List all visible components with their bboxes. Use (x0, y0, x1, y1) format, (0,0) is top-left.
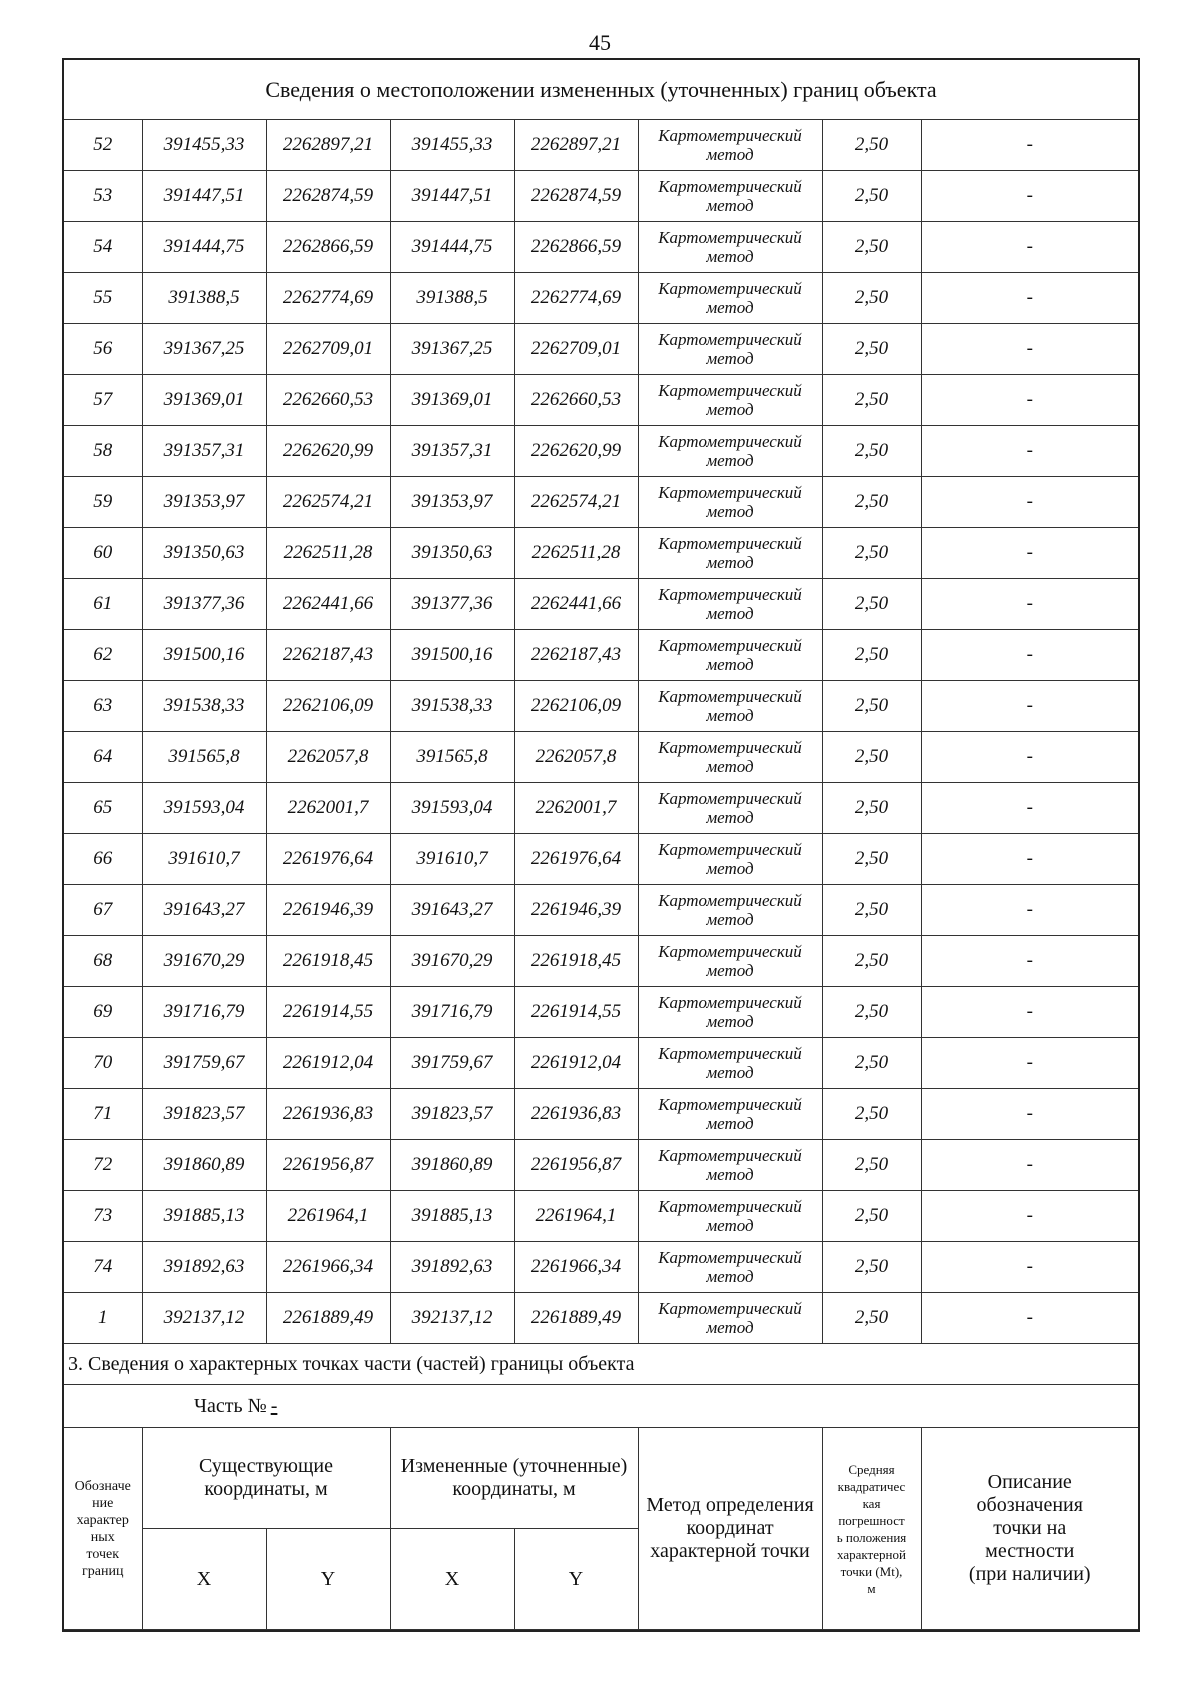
method-cell: Картометрический метод (638, 1293, 822, 1344)
accuracy-cell: 2,50 (822, 1191, 921, 1242)
accuracy-cell: 2,50 (822, 1293, 921, 1344)
point-number-cell: 52 (64, 120, 142, 171)
changed-y-cell: 2262774,69 (514, 273, 638, 324)
existing-x-cell: 391538,33 (142, 681, 266, 732)
changed-y-cell: 2262660,53 (514, 375, 638, 426)
method-cell: Картометрический метод (638, 120, 822, 171)
description-cell: - (921, 885, 1138, 936)
changed-x-cell: 391357,31 (390, 426, 514, 477)
existing-x-cell: 391593,04 (142, 783, 266, 834)
changed-x-cell: 392137,12 (390, 1293, 514, 1344)
header-description: Описание обозначения точки на местности (при наличии) (921, 1428, 1138, 1630)
existing-y-cell: 2262620,99 (266, 426, 390, 477)
accuracy-cell: 2,50 (822, 885, 921, 936)
boundary-table (64, 60, 1138, 1630)
changed-y-cell: 2261889,49 (514, 1293, 638, 1344)
description-cell: - (921, 732, 1138, 783)
method-cell: Картометрический метод (638, 477, 822, 528)
part-label: Часть № (194, 1394, 267, 1417)
existing-x-cell: 391447,51 (142, 171, 266, 222)
method-cell: Картометрический метод (638, 732, 822, 783)
point-number-cell: 71 (64, 1089, 142, 1140)
changed-y-cell: 2262511,28 (514, 528, 638, 579)
changed-x-cell: 391369,01 (390, 375, 514, 426)
existing-y-cell: 2261914,55 (266, 987, 390, 1038)
table-row (64, 528, 1138, 579)
method-cell: Картометрический метод (638, 681, 822, 732)
accuracy-cell: 2,50 (822, 783, 921, 834)
existing-y-cell: 2261956,87 (266, 1140, 390, 1191)
description-cell: - (921, 171, 1138, 222)
table-row (64, 630, 1138, 681)
table-row (64, 783, 1138, 834)
boundary-document (62, 58, 1140, 1632)
existing-y-cell: 2262511,28 (266, 528, 390, 579)
existing-x-cell: 391369,01 (142, 375, 266, 426)
method-cell: Картометрический метод (638, 1140, 822, 1191)
existing-y-cell: 2262660,53 (266, 375, 390, 426)
point-number-cell: 67 (64, 885, 142, 936)
table-row (64, 681, 1138, 732)
accuracy-cell: 2,50 (822, 426, 921, 477)
existing-x-cell: 391444,75 (142, 222, 266, 273)
existing-x-cell: 391823,57 (142, 1089, 266, 1140)
changed-y-cell: 2262620,99 (514, 426, 638, 477)
existing-x-cell: 392137,12 (142, 1293, 266, 1344)
changed-x-cell: 391565,8 (390, 732, 514, 783)
method-cell: Картометрический метод (638, 579, 822, 630)
changed-y-cell: 2261946,39 (514, 885, 638, 936)
changed-x-cell: 391350,63 (390, 528, 514, 579)
description-cell: - (921, 273, 1138, 324)
point-number-cell: 57 (64, 375, 142, 426)
description-cell: - (921, 987, 1138, 1038)
table-row (64, 222, 1138, 273)
changed-x-cell: 391455,33 (390, 120, 514, 171)
changed-x-cell: 391670,29 (390, 936, 514, 987)
table-row (64, 171, 1138, 222)
header-changed-y: Y (514, 1529, 638, 1630)
changed-x-cell: 391643,27 (390, 885, 514, 936)
changed-x-cell: 391823,57 (390, 1089, 514, 1140)
existing-y-cell: 2262874,59 (266, 171, 390, 222)
existing-x-cell: 391565,8 (142, 732, 266, 783)
header-method: Метод определения координат характерной точки (638, 1428, 822, 1630)
existing-y-cell: 2261946,39 (266, 885, 390, 936)
existing-y-cell: 2261912,04 (266, 1038, 390, 1089)
header-point-designation: Обозначе ние характер ных точек границ (64, 1428, 142, 1630)
existing-x-cell: 391759,67 (142, 1038, 266, 1089)
existing-x-cell: 391670,29 (142, 936, 266, 987)
method-cell: Картометрический метод (638, 834, 822, 885)
changed-y-cell: 2262441,66 (514, 579, 638, 630)
method-cell: Картометрический метод (638, 426, 822, 477)
point-number-cell: 72 (64, 1140, 142, 1191)
table-row (64, 273, 1138, 324)
accuracy-cell: 2,50 (822, 528, 921, 579)
description-cell: - (921, 1038, 1138, 1089)
existing-y-cell: 2262187,43 (266, 630, 390, 681)
part-number-row (64, 1385, 1138, 1428)
header-existing-coords: Существующие координаты, м (142, 1428, 390, 1529)
changed-x-cell: 391500,16 (390, 630, 514, 681)
changed-x-cell: 391593,04 (390, 783, 514, 834)
existing-y-cell: 2262709,01 (266, 324, 390, 375)
changed-x-cell: 391388,5 (390, 273, 514, 324)
accuracy-cell: 2,50 (822, 324, 921, 375)
accuracy-cell: 2,50 (822, 579, 921, 630)
accuracy-cell: 2,50 (822, 273, 921, 324)
point-number-cell: 74 (64, 1242, 142, 1293)
changed-y-cell: 2262106,09 (514, 681, 638, 732)
table-row (64, 1191, 1138, 1242)
changed-x-cell: 391353,97 (390, 477, 514, 528)
changed-y-cell: 2261976,64 (514, 834, 638, 885)
description-cell: - (921, 426, 1138, 477)
accuracy-cell: 2,50 (822, 1242, 921, 1293)
description-cell: - (921, 1140, 1138, 1191)
changed-x-cell: 391610,7 (390, 834, 514, 885)
changed-y-cell: 2261964,1 (514, 1191, 638, 1242)
method-cell: Картометрический метод (638, 273, 822, 324)
point-number-cell: 56 (64, 324, 142, 375)
accuracy-cell: 2,50 (822, 732, 921, 783)
existing-y-cell: 2262441,66 (266, 579, 390, 630)
changed-x-cell: 391892,63 (390, 1242, 514, 1293)
point-number-cell: 61 (64, 579, 142, 630)
existing-x-cell: 391455,33 (142, 120, 266, 171)
accuracy-cell: 2,50 (822, 222, 921, 273)
existing-x-cell: 391350,63 (142, 528, 266, 579)
method-cell: Картометрический метод (638, 1038, 822, 1089)
description-cell: - (921, 1191, 1138, 1242)
method-cell: Картометрический метод (638, 324, 822, 375)
method-cell: Картометрический метод (638, 1191, 822, 1242)
point-number-cell: 54 (64, 222, 142, 273)
existing-x-cell: 391500,16 (142, 630, 266, 681)
changed-x-cell: 391538,33 (390, 681, 514, 732)
changed-x-cell: 391447,51 (390, 171, 514, 222)
section-3-title: 3. Сведения о характерных точках части (частей) границы объекта (64, 1344, 1138, 1385)
changed-y-cell: 2261912,04 (514, 1038, 638, 1089)
accuracy-cell: 2,50 (822, 1089, 921, 1140)
description-cell: - (921, 1293, 1138, 1344)
accuracy-cell: 2,50 (822, 477, 921, 528)
accuracy-cell: 2,50 (822, 1038, 921, 1089)
existing-y-cell: 2261966,34 (266, 1242, 390, 1293)
method-cell: Картометрический метод (638, 1089, 822, 1140)
changed-x-cell: 391377,36 (390, 579, 514, 630)
accuracy-cell: 2,50 (822, 681, 921, 732)
method-cell: Картометрический метод (638, 885, 822, 936)
table-row (64, 1038, 1138, 1089)
changed-y-cell: 2261936,83 (514, 1089, 638, 1140)
table-row (64, 936, 1138, 987)
header-existing-x: X (142, 1529, 266, 1630)
header-changed-coords: Измененные (уточненные) координаты, м (390, 1428, 638, 1529)
existing-x-cell: 391388,5 (142, 273, 266, 324)
description-cell: - (921, 222, 1138, 273)
method-cell: Картометрический метод (638, 987, 822, 1038)
table-row (64, 1089, 1138, 1140)
method-cell: Картометрический метод (638, 528, 822, 579)
existing-y-cell: 2262897,21 (266, 120, 390, 171)
changed-y-cell: 2261966,34 (514, 1242, 638, 1293)
table-row (64, 324, 1138, 375)
point-number-cell: 73 (64, 1191, 142, 1242)
existing-y-cell: 2262106,09 (266, 681, 390, 732)
changed-y-cell: 2262187,43 (514, 630, 638, 681)
description-cell: - (921, 834, 1138, 885)
point-number-cell: 59 (64, 477, 142, 528)
point-number-cell: 53 (64, 171, 142, 222)
existing-x-cell: 391367,25 (142, 324, 266, 375)
description-cell: - (921, 630, 1138, 681)
changed-x-cell: 391759,67 (390, 1038, 514, 1089)
description-cell: - (921, 324, 1138, 375)
table-row (64, 834, 1138, 885)
existing-x-cell: 391716,79 (142, 987, 266, 1038)
accuracy-cell: 2,50 (822, 171, 921, 222)
table-title: Сведения о местоположении измененных (уточненных) границ объекта (64, 60, 1138, 120)
header-existing-y: Y (266, 1529, 390, 1630)
existing-x-cell: 391860,89 (142, 1140, 266, 1191)
header-accuracy: Средняя квадратичес кая погрешност ь положения характерной точки (Mt), м (822, 1428, 921, 1630)
accuracy-cell: 2,50 (822, 1140, 921, 1191)
changed-y-cell: 2262874,59 (514, 171, 638, 222)
existing-x-cell: 391377,36 (142, 579, 266, 630)
changed-y-cell: 2262574,21 (514, 477, 638, 528)
existing-y-cell: 2261964,1 (266, 1191, 390, 1242)
table-row (64, 1140, 1138, 1191)
existing-x-cell: 391885,13 (142, 1191, 266, 1242)
existing-y-cell: 2262001,7 (266, 783, 390, 834)
page-number: 45 (589, 30, 611, 55)
existing-y-cell: 2261976,64 (266, 834, 390, 885)
changed-y-cell: 2262057,8 (514, 732, 638, 783)
changed-x-cell: 391716,79 (390, 987, 514, 1038)
table-row (64, 732, 1138, 783)
method-cell: Картометрический метод (638, 936, 822, 987)
point-number-cell: 62 (64, 630, 142, 681)
existing-x-cell: 391610,7 (142, 834, 266, 885)
description-cell: - (921, 120, 1138, 171)
table-row (64, 987, 1138, 1038)
point-number-cell: 64 (64, 732, 142, 783)
point-number-cell: 63 (64, 681, 142, 732)
changed-x-cell: 391444,75 (390, 222, 514, 273)
accuracy-cell: 2,50 (822, 936, 921, 987)
point-number-cell: 66 (64, 834, 142, 885)
accuracy-cell: 2,50 (822, 120, 921, 171)
description-cell: - (921, 579, 1138, 630)
description-cell: - (921, 477, 1138, 528)
method-cell: Картометрический метод (638, 375, 822, 426)
existing-y-cell: 2261936,83 (266, 1089, 390, 1140)
method-cell: Картометрический метод (638, 630, 822, 681)
existing-x-cell: 391353,97 (142, 477, 266, 528)
point-number-cell: 1 (64, 1293, 142, 1344)
changed-y-cell: 2261914,55 (514, 987, 638, 1038)
point-number-cell: 68 (64, 936, 142, 987)
changed-y-cell: 2262001,7 (514, 783, 638, 834)
point-number-cell: 55 (64, 273, 142, 324)
table-row (64, 120, 1138, 171)
existing-y-cell: 2262774,69 (266, 273, 390, 324)
description-cell: - (921, 783, 1138, 834)
accuracy-cell: 2,50 (822, 630, 921, 681)
point-number-cell: 65 (64, 783, 142, 834)
existing-y-cell: 2261918,45 (266, 936, 390, 987)
changed-y-cell: 2261956,87 (514, 1140, 638, 1191)
existing-x-cell: 391357,31 (142, 426, 266, 477)
existing-y-cell: 2262574,21 (266, 477, 390, 528)
table-row (64, 477, 1138, 528)
method-cell: Картометрический метод (638, 171, 822, 222)
point-number-cell: 69 (64, 987, 142, 1038)
changed-y-cell: 2262866,59 (514, 222, 638, 273)
description-cell: - (921, 375, 1138, 426)
accuracy-cell: 2,50 (822, 375, 921, 426)
method-cell: Картометрический метод (638, 783, 822, 834)
changed-x-cell: 391367,25 (390, 324, 514, 375)
description-cell: - (921, 1089, 1138, 1140)
existing-y-cell: 2261889,49 (266, 1293, 390, 1344)
table-row (64, 579, 1138, 630)
method-cell: Картометрический метод (638, 222, 822, 273)
table-row (64, 1293, 1138, 1344)
method-cell: Картометрический метод (638, 1242, 822, 1293)
header-changed-x: X (390, 1529, 514, 1630)
point-number-cell: 60 (64, 528, 142, 579)
description-cell: - (921, 681, 1138, 732)
changed-y-cell: 2262709,01 (514, 324, 638, 375)
changed-x-cell: 391860,89 (390, 1140, 514, 1191)
point-number-cell: 58 (64, 426, 142, 477)
table-row (64, 426, 1138, 477)
changed-x-cell: 391885,13 (390, 1191, 514, 1242)
changed-y-cell: 2262897,21 (514, 120, 638, 171)
point-number-cell: 70 (64, 1038, 142, 1089)
description-cell: - (921, 528, 1138, 579)
description-cell: - (921, 936, 1138, 987)
changed-y-cell: 2261918,45 (514, 936, 638, 987)
description-cell: - (921, 1242, 1138, 1293)
accuracy-cell: 2,50 (822, 834, 921, 885)
existing-y-cell: 2262866,59 (266, 222, 390, 273)
table-row (64, 885, 1138, 936)
existing-y-cell: 2262057,8 (266, 732, 390, 783)
existing-x-cell: 391643,27 (142, 885, 266, 936)
accuracy-cell: 2,50 (822, 987, 921, 1038)
table-row (64, 1242, 1138, 1293)
part-value: - (270, 1394, 278, 1417)
existing-x-cell: 391892,63 (142, 1242, 266, 1293)
table-row (64, 375, 1138, 426)
